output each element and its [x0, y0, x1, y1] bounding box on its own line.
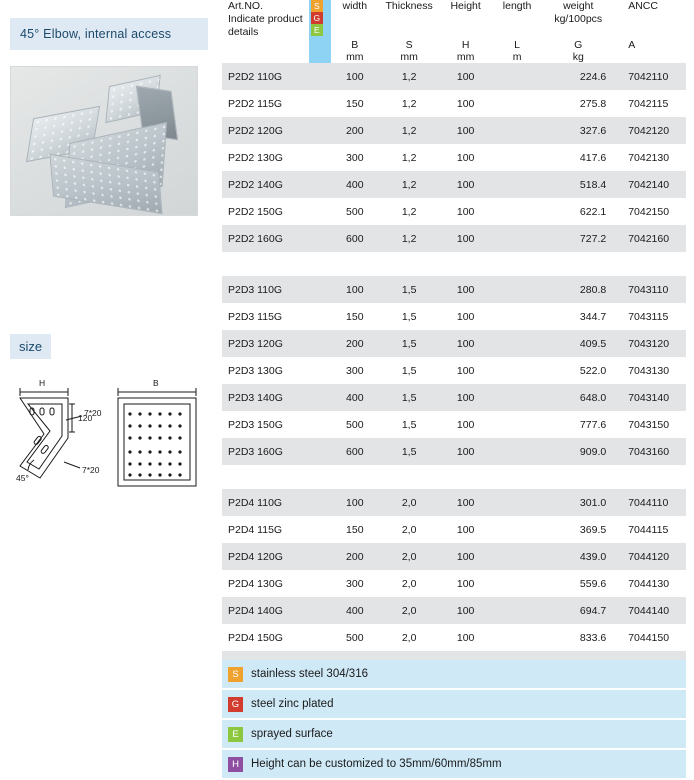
cell-ancc: 7044130 — [620, 570, 686, 597]
cell-art: P2D3 160G — [222, 438, 309, 465]
cell-ancc: 7044115 — [620, 516, 686, 543]
cell-band — [309, 438, 331, 465]
cell-band — [309, 570, 331, 597]
cell-height: 100 — [439, 303, 491, 330]
cell-art: P2D3 110G — [222, 276, 309, 303]
cell-width: 500 — [331, 198, 379, 225]
header-height: Height — [450, 0, 481, 12]
cell-weight: 694.7 — [542, 597, 620, 624]
units-h: mm — [456, 51, 475, 64]
cell-band — [309, 276, 331, 303]
cell-art: P2D2 115G — [222, 90, 309, 117]
cell-band — [309, 543, 331, 570]
dim-120-label: 120 — [78, 413, 93, 423]
header-weight — [542, 0, 620, 39]
cell-length — [492, 303, 542, 330]
subheader-l: L — [514, 39, 520, 52]
cell-width: 100 — [331, 276, 379, 303]
units-l: m — [512, 51, 522, 64]
cell-weight: 727.2 — [542, 225, 620, 252]
table-row[interactable] — [222, 225, 686, 252]
cell-thickness: 1,5 — [379, 330, 440, 357]
spec-table-body — [222, 0, 686, 678]
cell-art: P2D2 160G — [222, 225, 309, 252]
cell-band — [309, 597, 331, 624]
cell-width: 150 — [331, 516, 379, 543]
cell-weight: 833.6 — [542, 624, 620, 651]
cell-weight: 518.4 — [542, 171, 620, 198]
table-row[interactable] — [222, 357, 686, 384]
cell-art: P2D2 120G — [222, 117, 309, 144]
dim-h-label: H — [39, 378, 46, 388]
cell-height: 100 — [439, 489, 491, 516]
table-row[interactable] — [222, 198, 686, 225]
group-separator — [222, 252, 686, 276]
legend-chip-s-icon: S — [228, 667, 243, 682]
cell-art: P2D4 130G — [222, 570, 309, 597]
cell-height: 100 — [439, 570, 491, 597]
legend-item-e — [222, 720, 686, 748]
legend-chip-h-icon: H — [228, 757, 243, 772]
cell-weight: 275.8 — [542, 90, 620, 117]
cell-width: 600 — [331, 225, 379, 252]
cell-weight: 301.0 — [542, 489, 620, 516]
cell-height: 100 — [439, 357, 491, 384]
table-row[interactable] — [222, 489, 686, 516]
header-thickness: Thickness — [385, 0, 433, 12]
subheader-b: B — [351, 39, 359, 52]
cell-width: 500 — [331, 411, 379, 438]
cell-weight: 522.0 — [542, 357, 620, 384]
cell-width: 100 — [331, 63, 379, 90]
left-column — [0, 0, 218, 483]
units-s: mm — [400, 51, 418, 64]
cell-weight: 777.6 — [542, 411, 620, 438]
cell-weight: 224.6 — [542, 63, 620, 90]
cell-ancc: 7042120 — [620, 117, 686, 144]
cell-band — [309, 171, 331, 198]
cell-band — [309, 198, 331, 225]
cell-art: P2D3 115G — [222, 303, 309, 330]
cell-width: 400 — [331, 171, 379, 198]
cell-thickness: 1,2 — [379, 225, 440, 252]
cell-width: 150 — [331, 90, 379, 117]
cell-weight: 409.5 — [542, 330, 620, 357]
legend-chip-e-icon: E — [228, 727, 243, 742]
cell-ancc: 7042160 — [620, 225, 686, 252]
legend-chip-g-icon: G — [228, 697, 243, 712]
header-length: length — [502, 0, 532, 12]
slot-top-label: 7*20 — [84, 408, 102, 418]
legend-text-e: sprayed surface — [251, 728, 333, 740]
cell-height: 100 — [439, 330, 491, 357]
cell-art: P2D2 110G — [222, 63, 309, 90]
table-row[interactable] — [222, 276, 686, 303]
cell-band — [309, 117, 331, 144]
table-row[interactable] — [222, 63, 686, 90]
legend-text-g: steel zinc plated — [251, 698, 334, 710]
spec-table — [222, 0, 686, 678]
page-title: 45° Elbow, internal access — [10, 18, 208, 50]
cell-length — [492, 489, 542, 516]
cell-band — [309, 330, 331, 357]
cell-thickness: 1,2 — [379, 90, 440, 117]
cell-ancc: 7044110 — [620, 489, 686, 516]
cell-ancc: 7042110 — [620, 63, 686, 90]
cell-thickness: 1,2 — [379, 144, 440, 171]
cell-height: 100 — [439, 438, 491, 465]
legend-text-s: stainless steel 304/316 — [251, 668, 368, 680]
symbol-e-icon: E — [311, 24, 323, 36]
cell-weight: 559.6 — [542, 570, 620, 597]
cell-thickness: 2,0 — [379, 624, 440, 651]
cell-thickness: 1,5 — [379, 438, 440, 465]
table-row[interactable] — [222, 90, 686, 117]
legend-item-s — [222, 660, 686, 688]
cell-length — [492, 330, 542, 357]
cell-height: 100 — [439, 63, 491, 90]
group-separator — [222, 465, 686, 489]
cell-width: 200 — [331, 330, 379, 357]
product-photo — [10, 66, 198, 216]
cell-ancc: 7043140 — [620, 384, 686, 411]
cell-height: 100 — [439, 117, 491, 144]
cell-band — [309, 225, 331, 252]
cell-ancc: 7042150 — [620, 198, 686, 225]
cell-weight: 280.8 — [542, 276, 620, 303]
table-units-row — [222, 51, 686, 63]
cell-thickness: 1,2 — [379, 117, 440, 144]
cell-height: 100 — [439, 90, 491, 117]
cell-weight: 648.0 — [542, 384, 620, 411]
cell-art: P2D4 120G — [222, 543, 309, 570]
cell-height: 100 — [439, 411, 491, 438]
cell-ancc: 7043110 — [620, 276, 686, 303]
cell-art: P2D4 140G — [222, 597, 309, 624]
cell-art: P2D3 120G — [222, 330, 309, 357]
cell-ancc: 7043150 — [620, 411, 686, 438]
cell-width: 100 — [331, 489, 379, 516]
table-row[interactable] — [222, 384, 686, 411]
cell-thickness: 1,2 — [379, 198, 440, 225]
subheader-s: S — [405, 39, 413, 52]
table-row[interactable] — [222, 171, 686, 198]
cell-art: P2D3 150G — [222, 411, 309, 438]
cell-length — [492, 570, 542, 597]
cell-length — [492, 438, 542, 465]
table-row[interactable] — [222, 624, 686, 651]
cell-ancc: 7043160 — [620, 438, 686, 465]
cell-band — [309, 489, 331, 516]
header-weight-line1: weight — [563, 0, 594, 12]
table-row[interactable] — [222, 438, 686, 465]
cell-width: 400 — [331, 597, 379, 624]
cell-thickness: 1,5 — [379, 384, 440, 411]
technical-drawing-svg — [6, 374, 212, 514]
cell-height: 100 — [439, 543, 491, 570]
cell-length — [492, 198, 542, 225]
cell-band — [309, 144, 331, 171]
cell-band — [309, 624, 331, 651]
group-separator-cell — [222, 252, 686, 276]
cell-length — [492, 357, 542, 384]
cell-width: 600 — [331, 438, 379, 465]
cell-length — [492, 543, 542, 570]
technical-drawing — [6, 374, 212, 514]
cell-ancc: 7042115 — [620, 90, 686, 117]
units-a — [620, 51, 686, 63]
units-g: kg — [572, 51, 584, 64]
cell-width: 300 — [331, 570, 379, 597]
header-art-no-line1: Art.NO. — [228, 0, 264, 12]
cell-weight: 909.0 — [542, 438, 620, 465]
cell-height: 100 — [439, 597, 491, 624]
cell-weight: 369.5 — [542, 516, 620, 543]
table-row[interactable] — [222, 411, 686, 438]
cell-band — [309, 357, 331, 384]
cell-art: P2D4 150G — [222, 624, 309, 651]
cell-height: 100 — [439, 171, 491, 198]
cell-ancc: 7042130 — [620, 144, 686, 171]
table-row[interactable] — [222, 144, 686, 171]
cell-thickness: 1,5 — [379, 357, 440, 384]
subheader-blank — [222, 39, 309, 51]
cell-band — [309, 90, 331, 117]
cell-height: 100 — [439, 198, 491, 225]
cell-width: 200 — [331, 117, 379, 144]
cell-ancc: 7044140 — [620, 597, 686, 624]
units-blank — [222, 51, 309, 63]
cell-length — [492, 516, 542, 543]
cell-art: P2D2 140G — [222, 171, 309, 198]
symbol-s-icon: S — [311, 0, 323, 12]
cell-thickness: 2,0 — [379, 489, 440, 516]
cell-weight: 344.7 — [542, 303, 620, 330]
group-separator-cell — [222, 465, 686, 489]
cell-thickness: 1,5 — [379, 303, 440, 330]
table-header-row — [222, 0, 686, 39]
cell-length — [492, 63, 542, 90]
cell-ancc: 7043120 — [620, 330, 686, 357]
cell-length — [492, 624, 542, 651]
cell-height: 100 — [439, 276, 491, 303]
header-art-no — [222, 0, 309, 39]
cell-thickness: 1,5 — [379, 276, 440, 303]
cell-thickness: 2,0 — [379, 570, 440, 597]
legend-item-g — [222, 690, 686, 718]
dim-b-label: B — [153, 378, 159, 388]
cell-art: P2D2 130G — [222, 144, 309, 171]
units-band — [309, 51, 331, 63]
cell-length — [492, 225, 542, 252]
header-ancc: ANCC — [628, 0, 658, 12]
cell-thickness: 2,0 — [379, 597, 440, 624]
cell-thickness: 2,0 — [379, 516, 440, 543]
table-row[interactable] — [222, 543, 686, 570]
cell-band — [309, 516, 331, 543]
cell-width: 500 — [331, 624, 379, 651]
cell-art: P2D4 110G — [222, 489, 309, 516]
cell-length — [492, 144, 542, 171]
cell-band — [309, 303, 331, 330]
table-row[interactable] — [222, 516, 686, 543]
cell-height: 100 — [439, 225, 491, 252]
table-subheader-row — [222, 39, 686, 51]
cell-ancc: 7044120 — [620, 543, 686, 570]
cell-thickness: 1,5 — [379, 411, 440, 438]
subheader-a: A — [628, 39, 636, 52]
subheader-h: H — [461, 39, 470, 52]
finish-symbol-stack — [311, 0, 323, 36]
header-finish-symbols — [309, 0, 331, 39]
table-row[interactable] — [222, 330, 686, 357]
cell-band — [309, 63, 331, 90]
cell-length — [492, 276, 542, 303]
cell-art: P2D3 140G — [222, 384, 309, 411]
subheader-band — [309, 39, 331, 51]
cell-art: P2D3 130G — [222, 357, 309, 384]
legend-item-h — [222, 750, 686, 778]
cell-width: 150 — [331, 303, 379, 330]
cell-width: 200 — [331, 543, 379, 570]
cell-ancc: 7042140 — [620, 171, 686, 198]
cell-ancc: 7043130 — [620, 357, 686, 384]
cell-width: 300 — [331, 144, 379, 171]
header-art-no-line2: Indicate product details — [228, 13, 303, 39]
cell-thickness: 1,2 — [379, 63, 440, 90]
cell-band — [309, 384, 331, 411]
cell-length — [492, 411, 542, 438]
cell-thickness: 2,0 — [379, 543, 440, 570]
legend — [222, 660, 686, 780]
table-row[interactable] — [222, 597, 686, 624]
cell-art: P2D2 150G — [222, 198, 309, 225]
units-b: mm — [346, 51, 364, 64]
table-row[interactable] — [222, 303, 686, 330]
spec-tables — [222, 0, 686, 678]
symbol-g-icon: G — [311, 12, 323, 24]
cell-height: 100 — [439, 624, 491, 651]
cell-weight: 327.6 — [542, 117, 620, 144]
size-section-label: size — [10, 334, 51, 359]
cell-length — [492, 597, 542, 624]
cell-length — [492, 171, 542, 198]
table-row[interactable] — [222, 570, 686, 597]
legend-text-h: Height can be customized to 35mm/60mm/85mm — [251, 758, 502, 770]
header-width: width — [342, 0, 368, 12]
cell-length — [492, 384, 542, 411]
cell-length — [492, 90, 542, 117]
cell-weight: 622.1 — [542, 198, 620, 225]
cell-height: 100 — [439, 384, 491, 411]
cell-ancc: 7044150 — [620, 624, 686, 651]
cell-band — [309, 411, 331, 438]
table-row[interactable] — [222, 117, 686, 144]
cell-thickness: 1,2 — [379, 171, 440, 198]
cell-length — [492, 117, 542, 144]
cell-height: 100 — [439, 144, 491, 171]
cell-weight: 417.6 — [542, 144, 620, 171]
cell-weight: 439.0 — [542, 543, 620, 570]
header-weight-line2: kg/100pcs — [554, 13, 603, 26]
cell-width: 300 — [331, 357, 379, 384]
slot-bottom-label: 7*20 — [82, 465, 100, 475]
cell-art: P2D4 115G — [222, 516, 309, 543]
cell-ancc: 7043115 — [620, 303, 686, 330]
angle-label: 45° — [16, 473, 29, 483]
cell-height: 100 — [439, 516, 491, 543]
subheader-g: G — [574, 39, 583, 52]
cell-width: 400 — [331, 384, 379, 411]
